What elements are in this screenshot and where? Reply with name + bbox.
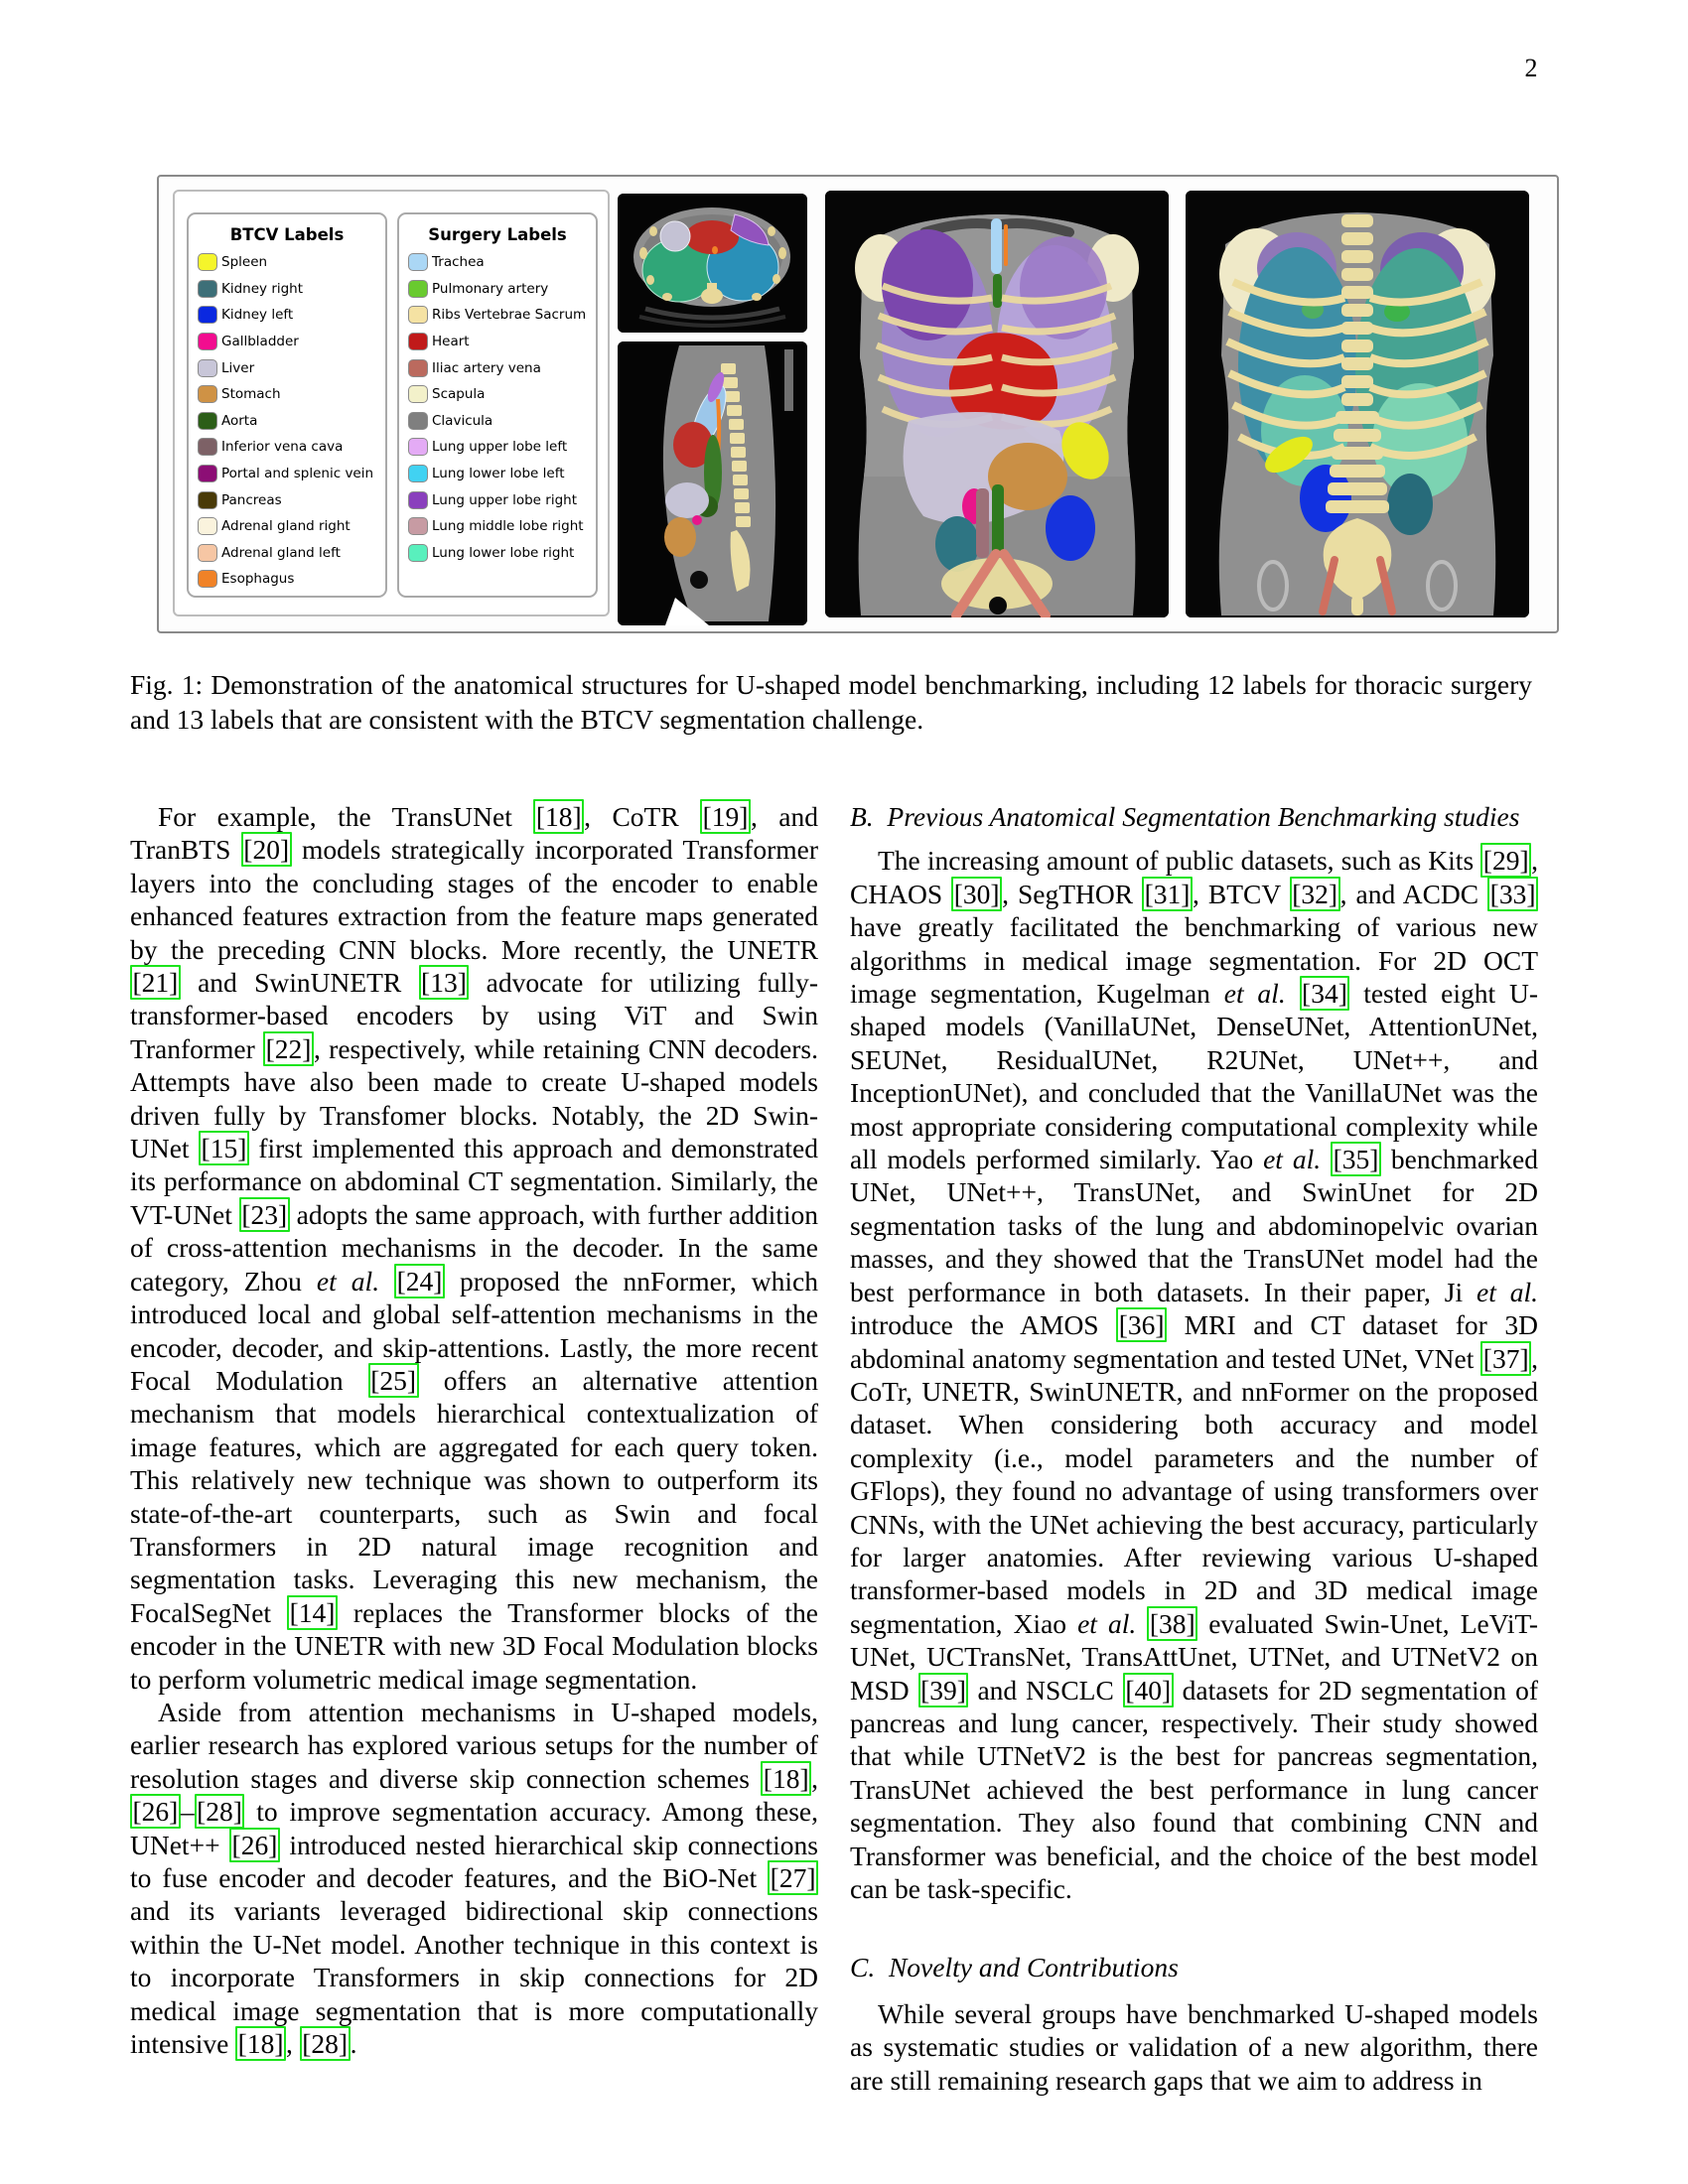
color-swatch: [408, 544, 428, 562]
citation-link[interactable]: [39]: [918, 1673, 969, 1707]
text-run: , SegTHOR: [1002, 878, 1143, 909]
legend-item: [198, 249, 385, 276]
legend-item-label: Lung upper lobe right: [432, 491, 577, 508]
citation-link[interactable]: [33]: [1487, 877, 1538, 911]
color-swatch: [408, 438, 428, 456]
legend-item: [198, 354, 385, 381]
citation-link[interactable]: [31]: [1142, 877, 1193, 911]
color-swatch: [408, 253, 428, 271]
legend-item: [408, 513, 596, 540]
legend-item: [408, 408, 596, 435]
citation-link[interactable]: [26]: [130, 1794, 181, 1829]
color-swatch: [408, 491, 428, 509]
citation-link[interactable]: [24]: [394, 1264, 445, 1298]
text-run: and NSCLC: [968, 1674, 1123, 1706]
right-column: [850, 800, 1538, 2097]
color-swatch: [198, 544, 217, 562]
text-run: The increasing amount of public datasets, such as Kits: [878, 845, 1481, 877]
legend-item: [408, 461, 596, 487]
legend-item-label: Lung upper lobe left: [432, 439, 568, 456]
legend-item: [198, 329, 385, 355]
color-swatch: [408, 385, 428, 403]
color-swatch: [198, 253, 217, 271]
text-run: ,: [286, 2028, 300, 2060]
btcv-legend-items: [189, 249, 385, 593]
citation-link[interactable]: [13]: [419, 965, 470, 1000]
axial-ct-image: [618, 194, 807, 333]
posterior-3d-render: [1186, 191, 1529, 617]
text-run: , respectively, while retaining CNN decoders. Attempts have also been made to create U-shaped models driven fully by Transfomer blocks. Notably, the 2D Swin-UNet: [130, 1032, 819, 1164]
legend-item-label: Trachea: [432, 254, 485, 271]
text-run: et al.: [1476, 1276, 1538, 1307]
sagittal-ct-image: [618, 341, 807, 625]
color-swatch: [408, 517, 428, 535]
color-swatch: [408, 412, 428, 430]
citation-link[interactable]: [28]: [300, 2026, 351, 2061]
posterior-3d-drawing: [1186, 191, 1529, 617]
citation-link[interactable]: [40]: [1123, 1673, 1174, 1707]
color-swatch: [408, 280, 428, 298]
citation-link[interactable]: [18]: [235, 2026, 286, 2061]
text-run: tested eight U-shaped models (VanillaUNet, DenseUNet, AttentionUNet, SEUNet, ResidualUNet, R2UNet, UNet++, and InceptionUNet), and concluded that the VanillaUNet was the most appropriate considering computational complexity while all models performed similarly. Yao: [850, 978, 1538, 1175]
section-heading-c: C. Novelty and Contributions: [850, 1952, 1179, 1983]
legend-item-label: Lung lower lobe left: [432, 466, 565, 482]
color-swatch: [198, 280, 217, 298]
text-run: ,: [811, 1762, 818, 1794]
color-swatch: [198, 412, 217, 430]
legend-item: [198, 381, 385, 408]
text-run: and SwinUNETR: [180, 967, 419, 999]
text-run: [1321, 1144, 1331, 1174]
text-run: models strategically incorporated Transformer layers into the concluding stages of the encoder to enable enhanced features extraction from the feature maps generated by the preceding CNN blocks. More recently, the UNETR: [130, 834, 818, 965]
color-swatch: [198, 438, 217, 456]
legend-item-label: Liver: [221, 359, 255, 376]
text-run: For example, the TransUNet: [158, 801, 534, 832]
legend-item-label: Heart: [432, 334, 470, 350]
citation-link[interactable]: [34]: [1300, 976, 1350, 1011]
text-run: , and ACDC: [1339, 878, 1488, 909]
color-swatch: [198, 465, 217, 482]
paragraph: [130, 1696, 818, 2060]
citation-link[interactable]: [15]: [199, 1131, 249, 1165]
text-run: While several groups have benchmarked U-shaped models as systematic studies or validation of a new algorithm, there are still remaining research gaps that we aim to address in: [850, 1997, 1538, 2096]
citation-link[interactable]: [30]: [951, 877, 1002, 911]
citation-link[interactable]: [23]: [239, 1197, 290, 1232]
text-run: , CoTR: [584, 801, 701, 832]
text-run: –: [180, 1796, 195, 1828]
left-column: [130, 800, 818, 2060]
legend-item-label: Lung lower lobe right: [432, 544, 575, 561]
text-run: , CHAOS: [850, 845, 1538, 909]
surgery-legend-title: Surgery Labels: [428, 225, 567, 244]
text-run: et al.: [316, 1265, 380, 1297]
page-number: 2: [1524, 54, 1538, 82]
legend-item-label: Adrenal gland right: [221, 518, 351, 535]
citation-link[interactable]: [32]: [1290, 877, 1340, 911]
legend-item-label: Esophagus: [221, 571, 295, 588]
color-swatch: [198, 517, 217, 535]
paragraph: [130, 800, 818, 1696]
legend-item: [198, 486, 385, 513]
legend-item-label: Aorta: [221, 412, 258, 429]
legend-item: [408, 249, 596, 276]
legend-item-label: Kidney right: [221, 280, 304, 297]
legend-item: [408, 381, 596, 408]
surgery-legend-panel: [397, 212, 598, 598]
surgery-legend-items: [399, 249, 596, 566]
legend-item-label: Spleen: [221, 254, 268, 271]
legend-item: [198, 540, 385, 567]
legend-item: [198, 302, 385, 329]
citation-link[interactable]: [19]: [700, 799, 751, 834]
paragraph: [850, 1997, 1538, 2097]
legend-item: [198, 513, 385, 540]
figure-1: [157, 175, 1559, 633]
color-swatch: [198, 306, 217, 324]
text-run: , and TranBTS: [130, 801, 818, 866]
legend-item: [408, 434, 596, 461]
legend-item: [198, 408, 385, 435]
text-run: introduce the AMOS: [850, 1309, 1117, 1341]
figure-legend: [173, 190, 610, 616]
text-run: et al.: [1263, 1144, 1322, 1175]
text-run: [1136, 1608, 1147, 1639]
legend-item-label: Scapula: [432, 386, 486, 403]
legend-item: [408, 486, 596, 513]
text-run: introduced nested hierarchical skip connections to fuse encoder and decoder features, and the BiO-Net: [130, 1829, 818, 1893]
text-run: benchmarked UNet, UNet++, TransUNet, and SwinUnet for 2D segmentation tasks of the lung and abdominopelvic ovarian masses, and they showed that the TransUNet model had the best performance in both datasets. In their paper, Ji: [850, 1144, 1538, 1307]
color-swatch: [198, 359, 217, 377]
legend-item-label: Ribs Vertebrae Sacrum: [432, 307, 587, 324]
legend-item-label: Inferior vena cava: [221, 439, 344, 456]
citation-link[interactable]: [21]: [130, 965, 181, 1000]
citation-link[interactable]: [37]: [1480, 1341, 1531, 1376]
btcv-legend-title: BTCV Labels: [229, 225, 345, 244]
citation-link[interactable]: [27]: [768, 1860, 818, 1895]
anterior-3d-render: [825, 191, 1169, 617]
text-run: advocate for utilizing fully-transformer-based encoders by using ViT and Swin Tranformer: [130, 967, 818, 1064]
text-run: first implemented this approach and demonstrated its performance on abdominal CT segmentation. Similarly, the VT-UNet: [130, 1133, 818, 1230]
color-swatch: [198, 491, 217, 509]
legend-item-label: Portal and splenic vein: [221, 466, 374, 482]
color-swatch: [198, 570, 217, 588]
legend-item: [408, 302, 596, 329]
citation-link[interactable]: [28]: [195, 1794, 245, 1829]
text-run: , BTCV: [1192, 878, 1290, 909]
anterior-3d-drawing: [825, 191, 1169, 617]
text-run: [379, 1266, 394, 1297]
citation-link[interactable]: [14]: [287, 1595, 338, 1630]
text-run: datasets for 2D segmentation of pancreas and lung cancer, respectively. Their study showed that while UTNetV2 is the best for pancreas segmentation, TransUNet achieved the best performance in lung cancer segmentation. They also found that combining CNN and Transformer was beneficial, and the choice of the best model can be task-specific.: [850, 1674, 1539, 1904]
text-run: MRI and CT dataset for 3D abdominal anatomy segmentation and tested UNet, VNet: [850, 1309, 1538, 1374]
citation-link[interactable]: [29]: [1480, 843, 1531, 878]
legend-item: [198, 566, 385, 593]
citation-link[interactable]: [18]: [533, 799, 584, 834]
legend-item-label: Clavicula: [432, 412, 493, 429]
color-swatch: [408, 333, 428, 350]
citation-link[interactable]: [26]: [229, 1828, 280, 1862]
text-run: adopts the same approach, with further addition of cross-attention mechanisms in the decoder. In the same category, Zhou: [130, 1198, 819, 1297]
legend-item: [198, 461, 385, 487]
color-swatch: [408, 465, 428, 482]
figure-caption: Fig. 1: Demonstration of the anatomical structures for U-shaped model benchmarking, including 12 labels for thoracic surgery and 13 labels that are consistent with the BTCV segmentation challenge.: [130, 669, 1532, 735]
legend-item: [408, 329, 596, 355]
axial-ct-drawing: [618, 194, 807, 333]
paragraph: [850, 844, 1538, 1905]
text-run: replaces the Transformer blocks of the encoder in the UNETR with new 3D Focal Modulation blocks to perform volumetric medical image segmentation.: [130, 1596, 818, 1695]
btcv-legend-panel: [187, 212, 387, 598]
citation-link[interactable]: [22]: [263, 1031, 314, 1066]
text-run: et al.: [1077, 1607, 1137, 1639]
legend-item-label: Adrenal gland left: [221, 544, 341, 561]
text-run: [1286, 978, 1300, 1009]
text-run: have greatly facilitated the benchmarking of various new algorithms in medical image segmentation. For 2D OCT image segmentation, Kugelman: [850, 911, 1538, 1010]
text-run: proposed the nnFormer, which introduced local and global self-attention mechanisms in the encoder, decoder, and skip-attentions. Lastly, the more recent Focal Modulation: [130, 1265, 818, 1396]
legend-item-label: Gallbladder: [221, 334, 299, 350]
citation-link[interactable]: [35]: [1331, 1142, 1381, 1176]
color-swatch: [198, 385, 217, 403]
text-run: evaluated Swin-Unet, LeViT-UNet, UCTransNet, TransAttUnet, UTNet, and UTNetV2 on MSD: [850, 1607, 1538, 1706]
citation-link[interactable]: [20]: [241, 832, 292, 867]
text-run: , CoTr, UNETR, SwinUNETR, and nnFormer on the proposed dataset. When considering both accuracy and model complexity (i.e., model parameters and the number of GFlops), they found no advantage of using transformers over CNNs, with the UNet achieving the best accuracy, particularly for larger anatomies. After reviewing various U-shaped transformer-based models in 2D and 3D medical image segmentation, Xiao: [850, 1342, 1538, 1639]
legend-item-label: Pancreas: [221, 491, 282, 508]
citation-link[interactable]: [36]: [1116, 1307, 1167, 1342]
legend-item: [408, 276, 596, 303]
legend-item-label: Iliac artery vena: [432, 359, 541, 376]
color-swatch: [408, 306, 428, 324]
color-swatch: [198, 333, 217, 350]
citation-link[interactable]: [25]: [368, 1363, 419, 1398]
sagittal-ct-drawing: [618, 341, 807, 625]
text-run: et al.: [1223, 978, 1286, 1010]
legend-item: [408, 540, 596, 567]
text-run: offers an alternative attention mechanism that models hierarchical contextualization of image features, which are aggregated for each query token. This relatively new technique was shown to outperform its state-of-the-art counterparts, such as Swin and focal Transformers in 2D natural image recognition and segmentation tasks. Leveraging this new mechanism, the FocalSegNet: [130, 1364, 818, 1628]
legend-item: [198, 434, 385, 461]
legend-item-label: Pulmonary artery: [432, 280, 549, 297]
citation-link[interactable]: [38]: [1147, 1606, 1197, 1641]
legend-item-label: Kidney left: [221, 307, 294, 324]
text-run: .: [350, 2028, 357, 2060]
legend-item-label: Lung middle lobe right: [432, 518, 584, 535]
text-run: and its variants leveraged bidirectional skip connections within the U-Net model. Another technique in this context is to incorporate Transformers in skip connections for 2D medical image segmentation that is more computationally intensive: [130, 1895, 818, 2060]
text-run: to improve segmentation accuracy. Among these, UNet++: [130, 1796, 818, 1860]
legend-item-label: Stomach: [221, 386, 281, 403]
text-run: Aside from attention mechanisms in U-shaped models, earlier research has explored various setups for the number of resolution stages and diverse skip connection schemes: [130, 1696, 818, 1794]
legend-item: [408, 354, 596, 381]
citation-link[interactable]: [18]: [761, 1761, 811, 1796]
legend-item: [198, 276, 385, 303]
color-swatch: [408, 359, 428, 377]
section-heading-b: B. Previous Anatomical Segmentation Benchmarking studies: [850, 801, 1520, 832]
